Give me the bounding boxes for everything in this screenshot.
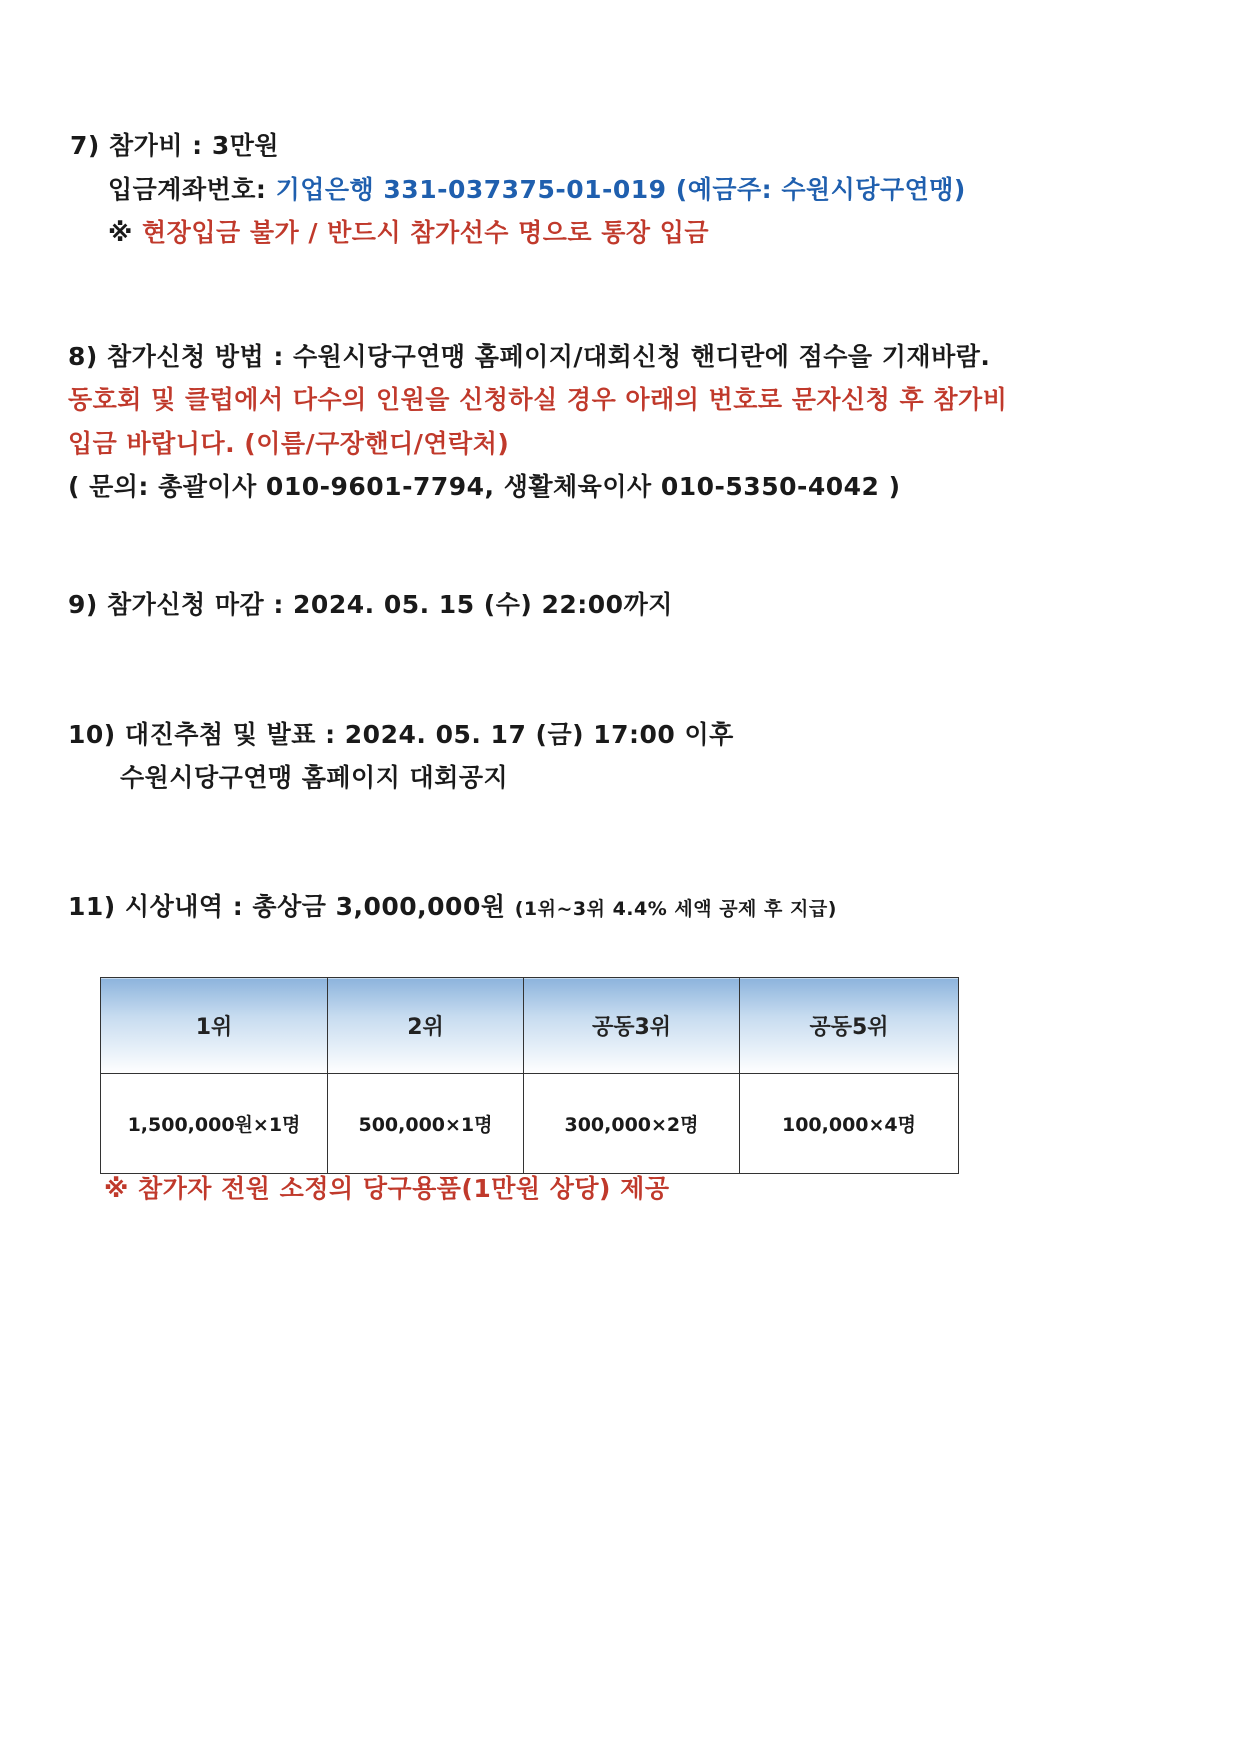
prize-value: 300,000×2명 xyxy=(524,1074,740,1174)
account-value: 기업은행 331-037375-01-019 (예금주: 수원시당구연맹) xyxy=(275,175,966,204)
prize-table xyxy=(100,977,959,1174)
item7-account xyxy=(108,173,966,207)
rank-header: 2위 xyxy=(328,978,524,1074)
prize-value: 1,500,000원×1명 xyxy=(101,1074,328,1174)
item7-note xyxy=(108,216,709,250)
prize-header-row xyxy=(101,978,959,1074)
item10-detail: 수원시당구연맹 홈페이지 대회공지 xyxy=(120,763,509,792)
tax-note: (1위~3위 4.4% 세액 공제 후 지급) xyxy=(514,898,837,920)
item8-note-line2: 입금 바랍니다. (이름/구장핸디/연락처) xyxy=(68,429,510,458)
item8-note-line1: 동호회 및 클럽에서 다수의 인원을 신청하실 경우 아래의 번호로 문자신청 후 참가비 xyxy=(68,385,1008,414)
item10-title: 10) 대진추첨 및 발표 : 2024. 05. 17 (금) 17:00 이후 xyxy=(68,720,734,749)
item8-title: 8) 참가신청 방법 : 수원시당구연맹 홈페이지/대회신청 핸디란에 점수을 기재바람. xyxy=(68,342,991,371)
item7-title: 7) 참가비 : 3만원 xyxy=(70,131,280,160)
deposit-note: 현장입금 불가 / 반드시 참가선수 명으로 통장 입금 xyxy=(142,218,710,247)
rank-header: 공동5위 xyxy=(740,978,959,1074)
item11-title xyxy=(68,890,837,926)
rank-header: 공동3위 xyxy=(524,978,740,1074)
item9-title: 9) 참가신청 마감 : 2024. 05. 15 (수) 22:00까지 xyxy=(68,590,673,619)
prize-value: 500,000×1명 xyxy=(328,1074,524,1174)
prize-value-row xyxy=(101,1074,959,1174)
rank-header: 1위 xyxy=(101,978,328,1074)
prize-footnote: ※ 참가자 전원 소정의 당구용품(1만원 상당) 제공 xyxy=(104,1174,670,1203)
prize-value: 100,000×4명 xyxy=(740,1074,959,1174)
item8-contact: ( 문의: 총괄이사 010-9601-7794, 생활체육이사 010-5350-4042 ) xyxy=(68,472,901,501)
account-label: 입금계좌번호: xyxy=(108,175,276,204)
reference-mark: ※ xyxy=(108,218,143,247)
prize-total: 11) 시상내역 : 총상금 3,000,000원 xyxy=(68,892,515,921)
